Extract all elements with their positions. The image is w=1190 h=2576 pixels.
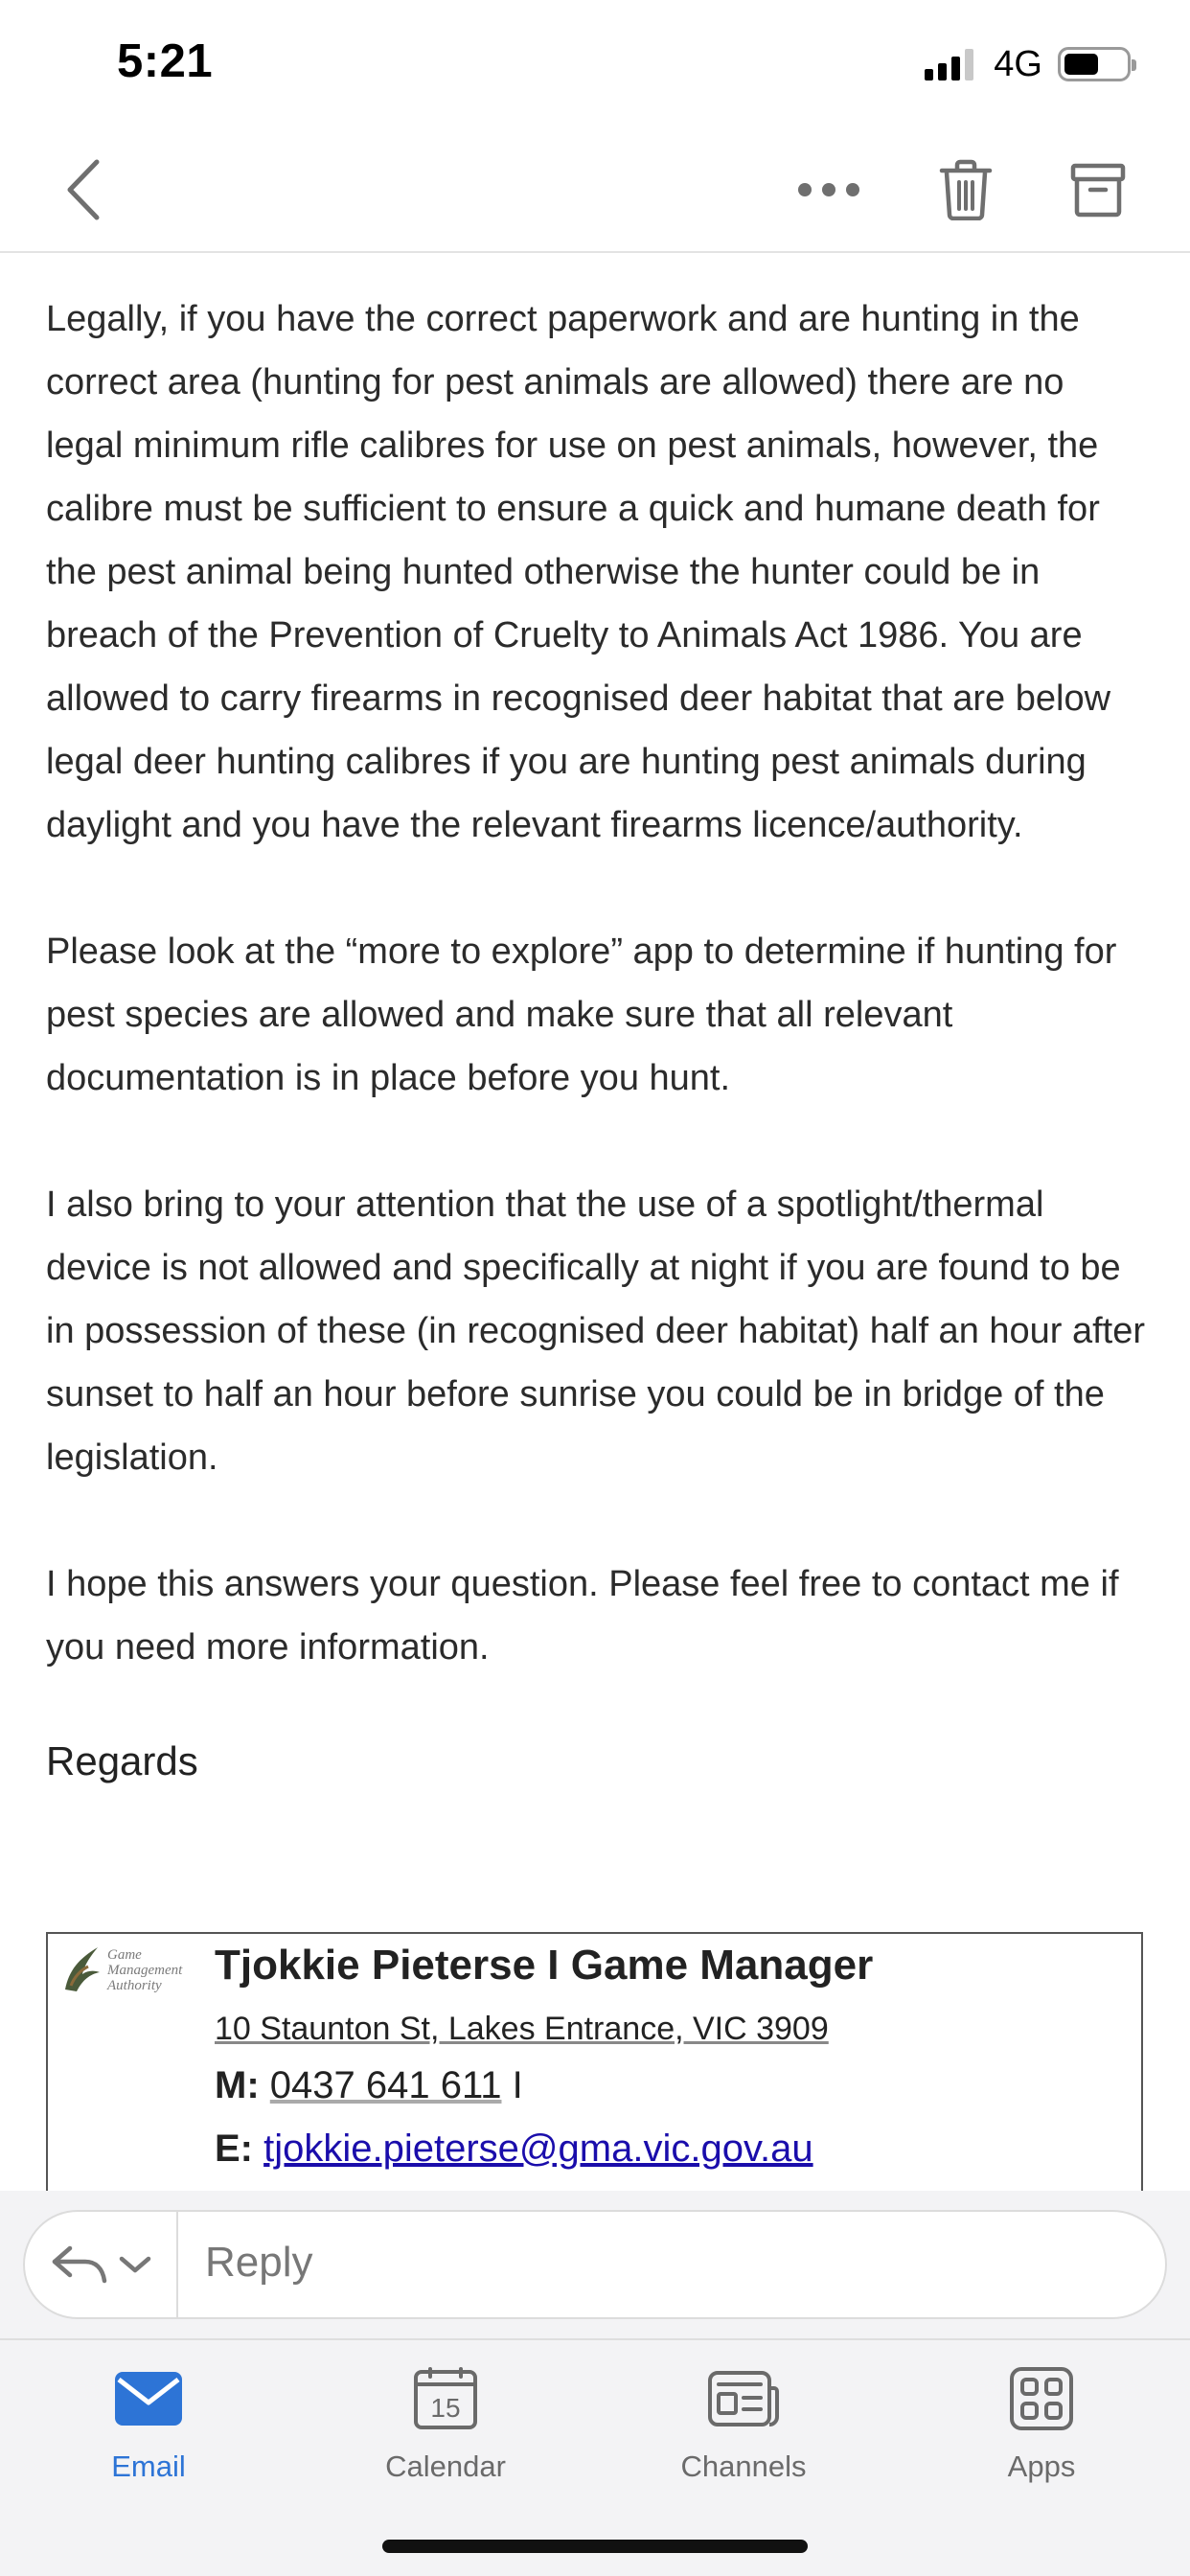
tab-apps[interactable] [936,2356,1147,2518]
tab-label: Channels [680,2450,807,2483]
reply-icon [49,2242,108,2287]
signature-email: E: tjokkie.pieterse@gma.vic.gov.au [215,2128,813,2170]
trash-icon [938,159,994,220]
network-type: 4G [994,43,1042,84]
battery-icon [1058,47,1131,81]
reply-field[interactable] [23,2210,1167,2319]
status-indicators [925,44,1131,84]
more-button[interactable] [786,151,872,228]
email-paragraph: Legally, if you have the correct paperwork and are hunting in the correct area (hunting for pest animals are allowed) there are no legal minimum rifle calibres for use on pest animals, however, the calibre must be sufficient to ensure a quick and humane death for the pest animal being hunted otherwise the hunter could be in breach of the Prevention of Cruelty to Animals Act 1986. You are allowed to carry firearms in recognised deer habitat that are below legal deer hunting calibres if you are hunting pest animals during daylight and you have the relevant firearms licence/authority. [46,299,1111,845]
phone-link[interactable]: 0437 641 611 [269,2064,502,2106]
tab-calendar[interactable] [340,2356,551,2518]
back-button[interactable] [50,151,117,228]
email-paragraph: I hope this answers your question. Please feel free to contact me if you need more information. [46,1564,1119,1668]
signature-phone: M: 0437 641 611 I [215,2064,523,2106]
signature-address[interactable]: 10 Staunton St, Lakes Entrance, VIC 3909 [215,2011,829,2047]
tab-channels[interactable] [638,2356,849,2518]
delete-button[interactable] [929,151,1002,228]
calendar-icon [413,2367,478,2430]
tab-email[interactable] [43,2356,254,2518]
status-bar [0,0,1190,125]
home-indicator [382,2540,808,2553]
bird-logo-icon [59,1942,103,1995]
email-link[interactable]: tjokkie.pieterse@gma.vic.gov.au [263,2128,813,2170]
more-icon [797,182,860,197]
reply-input[interactable]: Reply [205,2239,313,2286]
archive-icon [1070,162,1126,218]
email-paragraph: Please look at the “more to explore” app to determine if hunting for pest species are allowed and make sure that all relevant documentation is in place before you hunt. [46,932,1117,1098]
mail-icon [113,2370,184,2427]
email-closing: Regards [46,1738,198,1783]
calendar-day: 15 [430,2393,461,2423]
logo-text: Game Management Authority [107,1947,183,1993]
signal-icon [925,48,978,80]
status-time: 5:21 [117,35,214,87]
email-paragraph: I also bring to your attention that the use of a spotlight/thermal device is not allowed and specifically at night if you are found to be in possession of these (in recognised deer habitat) half an hour after sunset to half an hour before sunrise you could be in bridge of the legislation. [46,1184,1146,1478]
tab-label: Apps [1007,2450,1076,2483]
message-toolbar [0,125,1190,253]
tab-label: Email [111,2450,186,2483]
back-icon [64,158,103,221]
chevron-down-icon [118,2255,152,2274]
reply-options-button[interactable] [25,2212,178,2317]
gma-logo [59,1940,203,2001]
reply-bar [0,2191,1190,2338]
archive-button[interactable] [1062,151,1134,228]
channels-icon [707,2369,780,2428]
email-body [46,288,1148,1784]
email-signature [46,1932,1143,2191]
apps-icon [1010,2367,1073,2430]
tab-label: Calendar [385,2450,506,2483]
signature-name: Tjokkie Pieterse I Game Manager [215,1942,874,1989]
